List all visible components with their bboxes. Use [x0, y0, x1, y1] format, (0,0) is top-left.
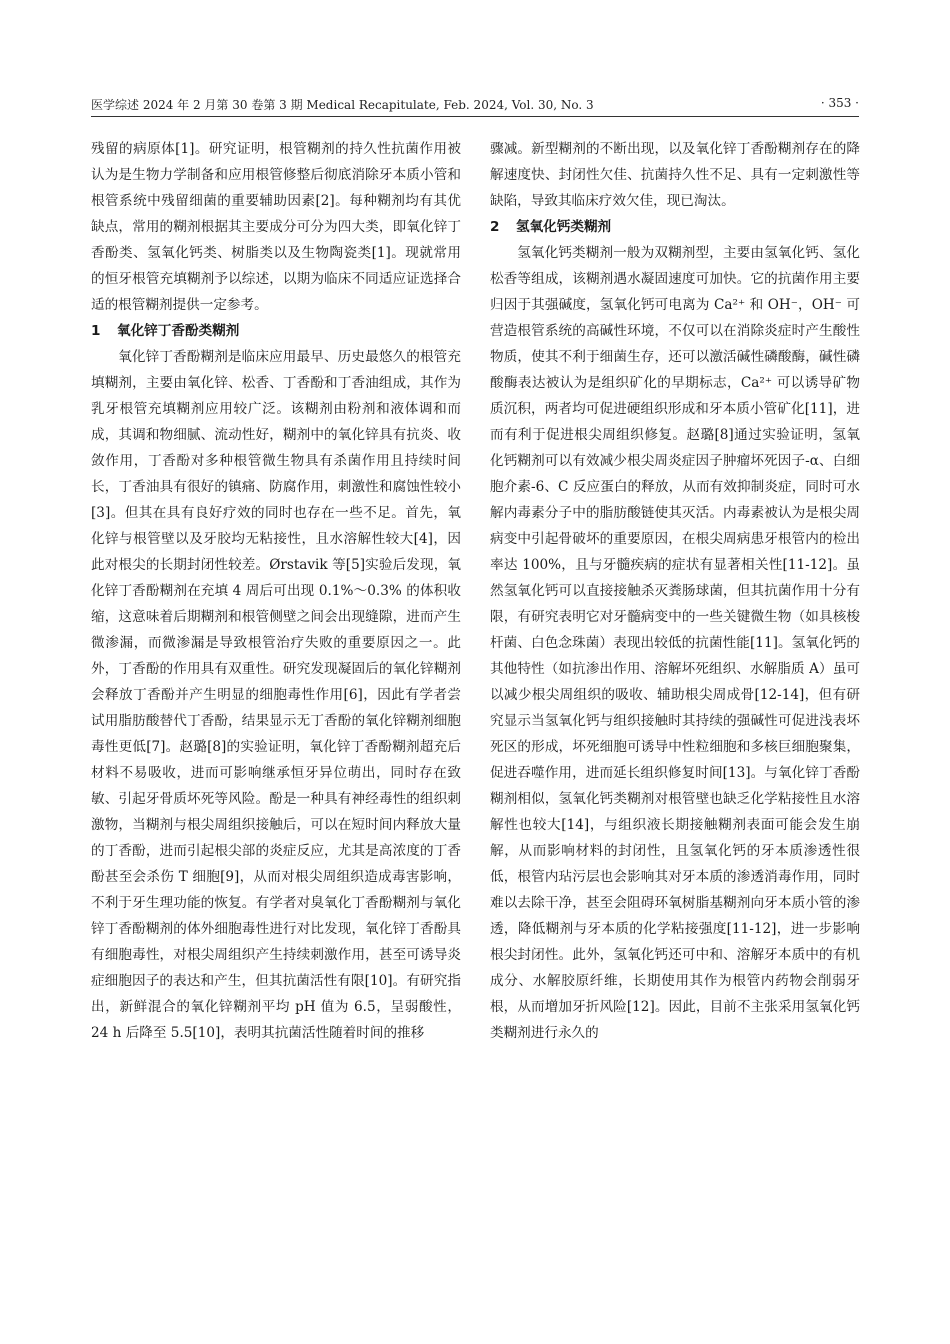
- header-rule: [91, 116, 859, 117]
- section-2-paragraph: 氢氧化钙类糊剂一般为双糊剂型，主要由氢氧化钙、氢化松香等组成，该糊剂遇水凝固速度可加快。它的抗菌作用主要归因于其强碱度，氢氧化钙可电离为 Ca²⁺ 和 OH⁻，OH⁻ 可营造根管系统的高碱性环境，不仅可以在消除炎症时产生酸性物质，使其不利于细菌生存，还可以激活碱性磷酸酶，碱性磷酸酶表达被认为是组织矿化的早期标志，Ca²⁺ 可以诱导矿物质沉积，两者均可促进硬组织形成和牙本质小管矿化[11]，进而有利于促进根尖周组织修复。赵璐[8]通过实验证明，氢氧化钙糊剂可以有效减少根尖周炎症因子肿瘤坏死因子-α、白细胞介素-6、C 反应蛋白的释放，从而有效抑制炎症，同时可水解内毒素分子中的脂肪酸链使其灭活。内毒素被认为是根尖周病变中引起骨破坏的重要原因，在根尖周病患牙根管内的检出率达 100%，且与牙髓疾病的症状有显著相关性[11-12]。虽然氢氧化钙可以直接接触杀灭粪肠球菌，但其抗菌作用十分有限，有研究表明它对牙髓病变中的一些关键微生物（如具核梭杆菌、白色念珠菌）表现出较低的抗菌性能[11]。氢氧化钙的其他特性（如抗渗出作用、溶解坏死组织、水解脂质 A）虽可以减少根尖周组织的吸收、辅助根尖周成骨[12-14]，但有研究显示当氢氧化钙与组织接触时其持续的强碱性可促进浅表坏死区的形成，坏死细胞可诱导中性粒细胞和多核巨细胞聚集，促进吞噬作用，进而延长组织修复时间[13]。与氧化锌丁香酚糊剂相似，氢氧化钙类糊剂对根管壁也缺乏化学粘接性且水溶解性也较大[14]，与组织液长期接触糊剂表面可能会发生崩解，从而影响材料的封闭性，且氢氧化钙的牙本质渗透性很低，根管内玷污层也会影响其对牙本质的渗透消毒作用，同时难以去除干净，甚至会阻碍环氧树脂基糊剂向牙本质小管的渗透，降低糊剂与牙本质的化学粘接强度[11-12]，进一步影响根尖封闭性。此外，氢氧化钙还可中和、溶解牙本质中的有机成分、水解胶原纤维，长期使用其作为根管内药物会削弱牙根，从而增加牙折风险[12]。因此，目前不主张采用氢氧化钙类糊剂进行永久的: [490, 245, 860, 1041]
- journal-citation: 医学综述 2024 年 2 月第 30 卷第 3 期 Medical Recapitulate, Feb. 2024, Vol. 30, No. 3: [91, 98, 594, 112]
- left-column: [91, 136, 461, 1046]
- section-2-number: 2: [490, 219, 500, 235]
- page-number: · 353 ·: [820, 96, 859, 110]
- section-1-number: 1: [91, 323, 101, 339]
- section-2-title: 氢氧化钙类糊剂: [516, 219, 612, 235]
- intro-paragraph-end: 残留的病原体[1]。研究证明，根管糊剂的持久性抗菌作用被认为是生物力学制备和应用根管修整后彻底消除牙本质小管和根管系统中残留细菌的重要辅助因素[2]。每种糊剂均有其优缺点，常用的糊剂根据其主要成分可分为四大类，即氧化锌丁香酚类、氢氧化钙类、树脂类以及生物陶瓷类[1]。现就常用的恒牙根管充填糊剂予以综述，以期为临床不同适应证选择合适的根管糊剂提供一定参考。: [91, 141, 461, 313]
- right-column: [490, 136, 860, 1046]
- section-1-title: 氧化锌丁香酚类糊剂: [117, 323, 240, 339]
- section-1-paragraph: 氧化锌丁香酚糊剂是临床应用最早、历史最悠久的根管充填糊剂，主要由氧化锌、松香、丁香酚和丁香油组成，其作为乳牙根管充填糊剂应用较广泛。该糊剂由粉剂和液体调和而成，其调和物细腻、流动性好，糊剂中的氧化锌具有抗炎、收敛作用，丁香酚对多种根管微生物具有杀菌作用且持续时间长，丁香油具有很好的镇痛、防腐作用，刺激性和腐蚀性较小[3]。但其在具有良好疗效的同时也存在一些不足。首先，氧化锌与根管壁以及牙胶均无粘接性，且水溶解性较大[4]，因此对根尖的长期封闭性较差。Ørstavik 等[5]实验后发现，氧化锌丁香酚糊剂在充填 4 周后可出现 0.1%～0.3% 的体积收缩，这意味着后期糊剂和根管侧壁之间会出现缝隙，进而产生微渗漏，而微渗漏是导致根管治疗失败的重要原因之一。此外，丁香酚的作用具有双重性。研究发现凝固后的氧化锌糊剂会释放丁香酚并产生明显的细胞毒性作用[6]，因此有学者尝试用脂肪酸替代丁香酚，结果显示无丁香酚的氧化锌糊剂细胞毒性更低[7]。赵璐[8]的实验证明，氧化锌丁香酚糊剂超充后材料不易吸收，进而可影响继承恒牙异位萌出，同时存在致敏、引起牙骨质坏死等风险。酚是一种具有神经毒性的组织刺激物，当糊剂与根尖周组织接触后，可以在短时间内释放大量的丁香酚，进而引起根尖部的炎症反应，尤其是高浓度的丁香酚甚至会杀伤 T 细胞[9]，从而对根尖周组织造成毒害影响，不利于牙生理功能的恢复。有学者对臭氧化丁香酚糊剂与氧化锌丁香酚糊剂的体外细胞毒性进行对比发现，氧化锌丁香酚具有细胞毒性，对根尖周组织产生持续刺激作用，甚至可诱导炎症细胞因子的表达和产生，但其抗菌活性有限[10]。有研究指出，新鲜混合的氧化锌糊剂平均 pH 值为 6.5，呈弱酸性，24 h 后降至 5.5[10]，表明其抗菌活性随着时间的推移: [91, 349, 461, 1041]
- section-1-paragraph-continued: 骤减。新型糊剂的不断出现，以及氧化锌丁香酚糊剂存在的降解速度快、封闭性欠佳、抗菌持久性不足、具有一定刺激性等缺陷，导致其临床疗效欠佳，现已淘汰。: [490, 141, 860, 209]
- section-1-heading: [91, 318, 461, 344]
- section-2-heading: [490, 214, 860, 240]
